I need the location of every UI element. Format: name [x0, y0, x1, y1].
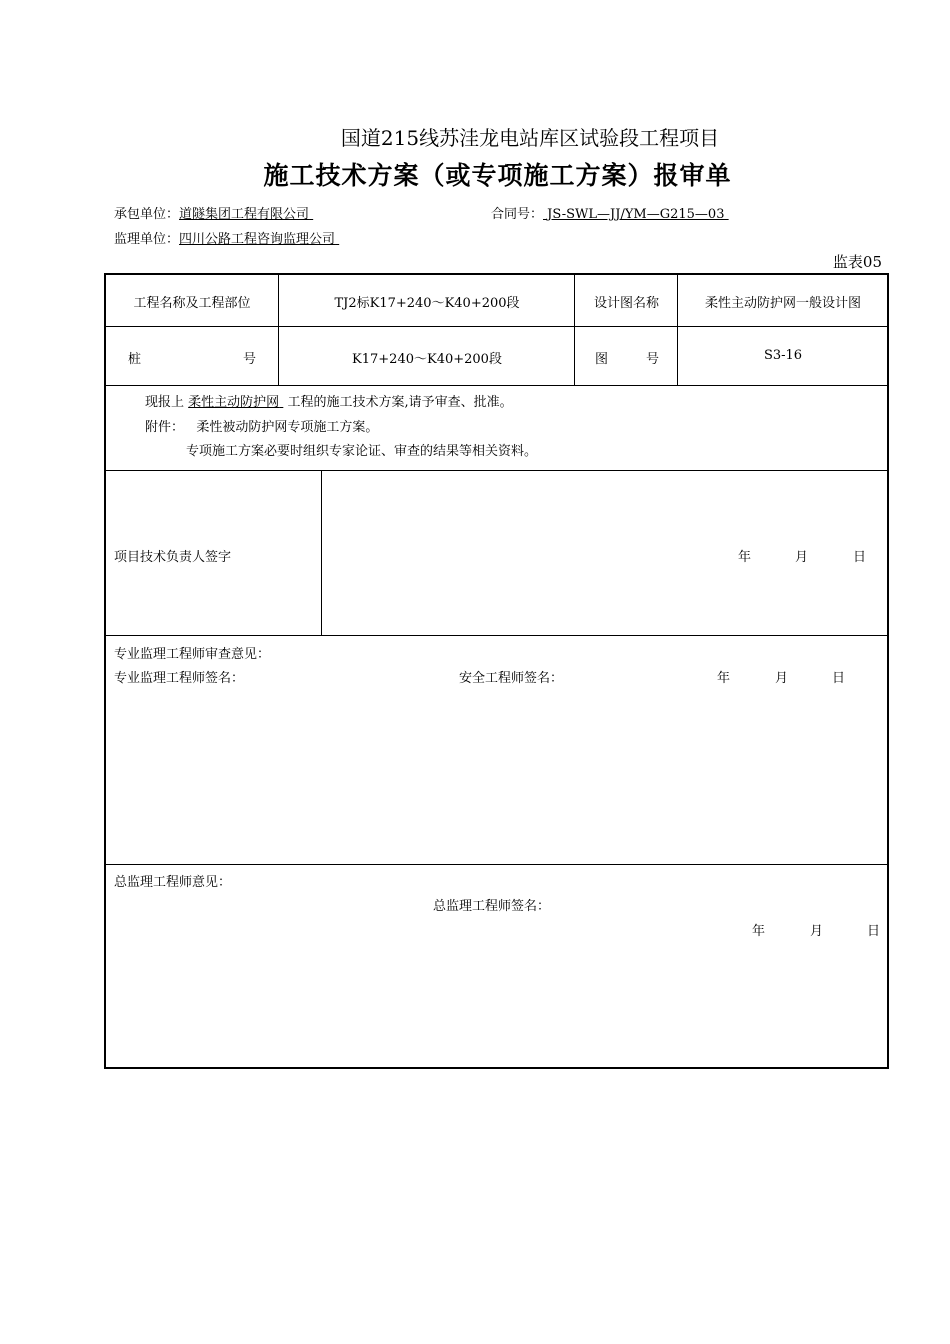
- attachment-line: [145, 416, 378, 435]
- col-divider: [321, 470, 322, 635]
- report-note: 专项施工方案必要时组织专家论证、审查的结果等相关资料。: [186, 444, 538, 459]
- tech-lead-day: 日: [853, 550, 867, 565]
- chief-year: 年: [752, 924, 766, 939]
- contract-row: [491, 203, 729, 222]
- supervisor-label: 监理单位：: [114, 232, 180, 247]
- pile-label-a: 桩: [128, 352, 142, 367]
- contract-label: 合同号：: [491, 207, 544, 222]
- col-divider: [677, 273, 678, 385]
- row-divider: [104, 470, 889, 471]
- pile-label-b: 号: [243, 352, 257, 367]
- row-divider: [104, 326, 889, 327]
- tech-lead-year: 年: [738, 550, 752, 565]
- row-divider: [104, 864, 889, 865]
- drawing-name-value: 柔性主动防护网一般设计图: [704, 296, 861, 311]
- chief-sign-label: 总监理工程师签名：: [433, 899, 551, 914]
- engineer-month: 月: [775, 671, 789, 686]
- contract-value: JS-SWL—JJ/YM—G215—03: [547, 207, 725, 222]
- contractor-value: 道隧集团工程有限公司: [179, 207, 310, 222]
- chief-day: 日: [867, 924, 881, 939]
- safety-sign-label: 安全工程师签名：: [459, 671, 564, 686]
- project-title: 国道215线苏洼龙电站库区试验段工程项目: [340, 126, 720, 150]
- tech-lead-month: 月: [795, 550, 809, 565]
- pile-value: K17+240～K40+200段: [352, 352, 502, 367]
- drawing-no-label-b: 号: [646, 352, 660, 367]
- col-divider: [278, 273, 279, 385]
- chief-opinion-label: 总监理工程师意见：: [114, 875, 232, 890]
- col-divider: [574, 273, 575, 385]
- chief-month: 月: [810, 924, 824, 939]
- form-number: 监表05: [832, 253, 882, 271]
- row-divider: [104, 385, 889, 386]
- supervisor-row: [114, 228, 339, 247]
- report-line: 现报上 柔性主动防护网 工程的施工技术方案,请予审查、批准。: [145, 395, 513, 410]
- engineer-day: 日: [832, 671, 846, 686]
- contractor-row: [114, 203, 313, 222]
- drawing-name-label: 设计图名称: [593, 296, 659, 311]
- contractor-label: 承包单位：: [114, 207, 180, 222]
- tech-lead-label: 项目技术负责人签字: [114, 550, 232, 565]
- row-divider: [104, 635, 889, 636]
- engineer-opinion-label: 专业监理工程师审查意见：: [114, 647, 271, 662]
- drawing-no-value: S3-16: [763, 348, 803, 363]
- project-name-value: TJ2标K17+240～K40+200段: [334, 296, 520, 311]
- form-title: 施工技术方案（或专项施工方案）报审单: [263, 161, 732, 190]
- supervisor-value: 四川公路工程咨询监理公司: [179, 232, 336, 247]
- drawing-no-label-a: 图: [595, 352, 609, 367]
- attachment-value: 柔性被动防护网专项施工方案。: [196, 420, 379, 435]
- engineer-year: 年: [717, 671, 731, 686]
- project-name-label: 工程名称及工程部位: [133, 296, 251, 311]
- attachment-label: 附件：: [145, 420, 185, 435]
- report-item: 柔性主动防护网: [188, 395, 280, 410]
- engineer-sign-label: 专业监理工程师签名：: [114, 671, 245, 686]
